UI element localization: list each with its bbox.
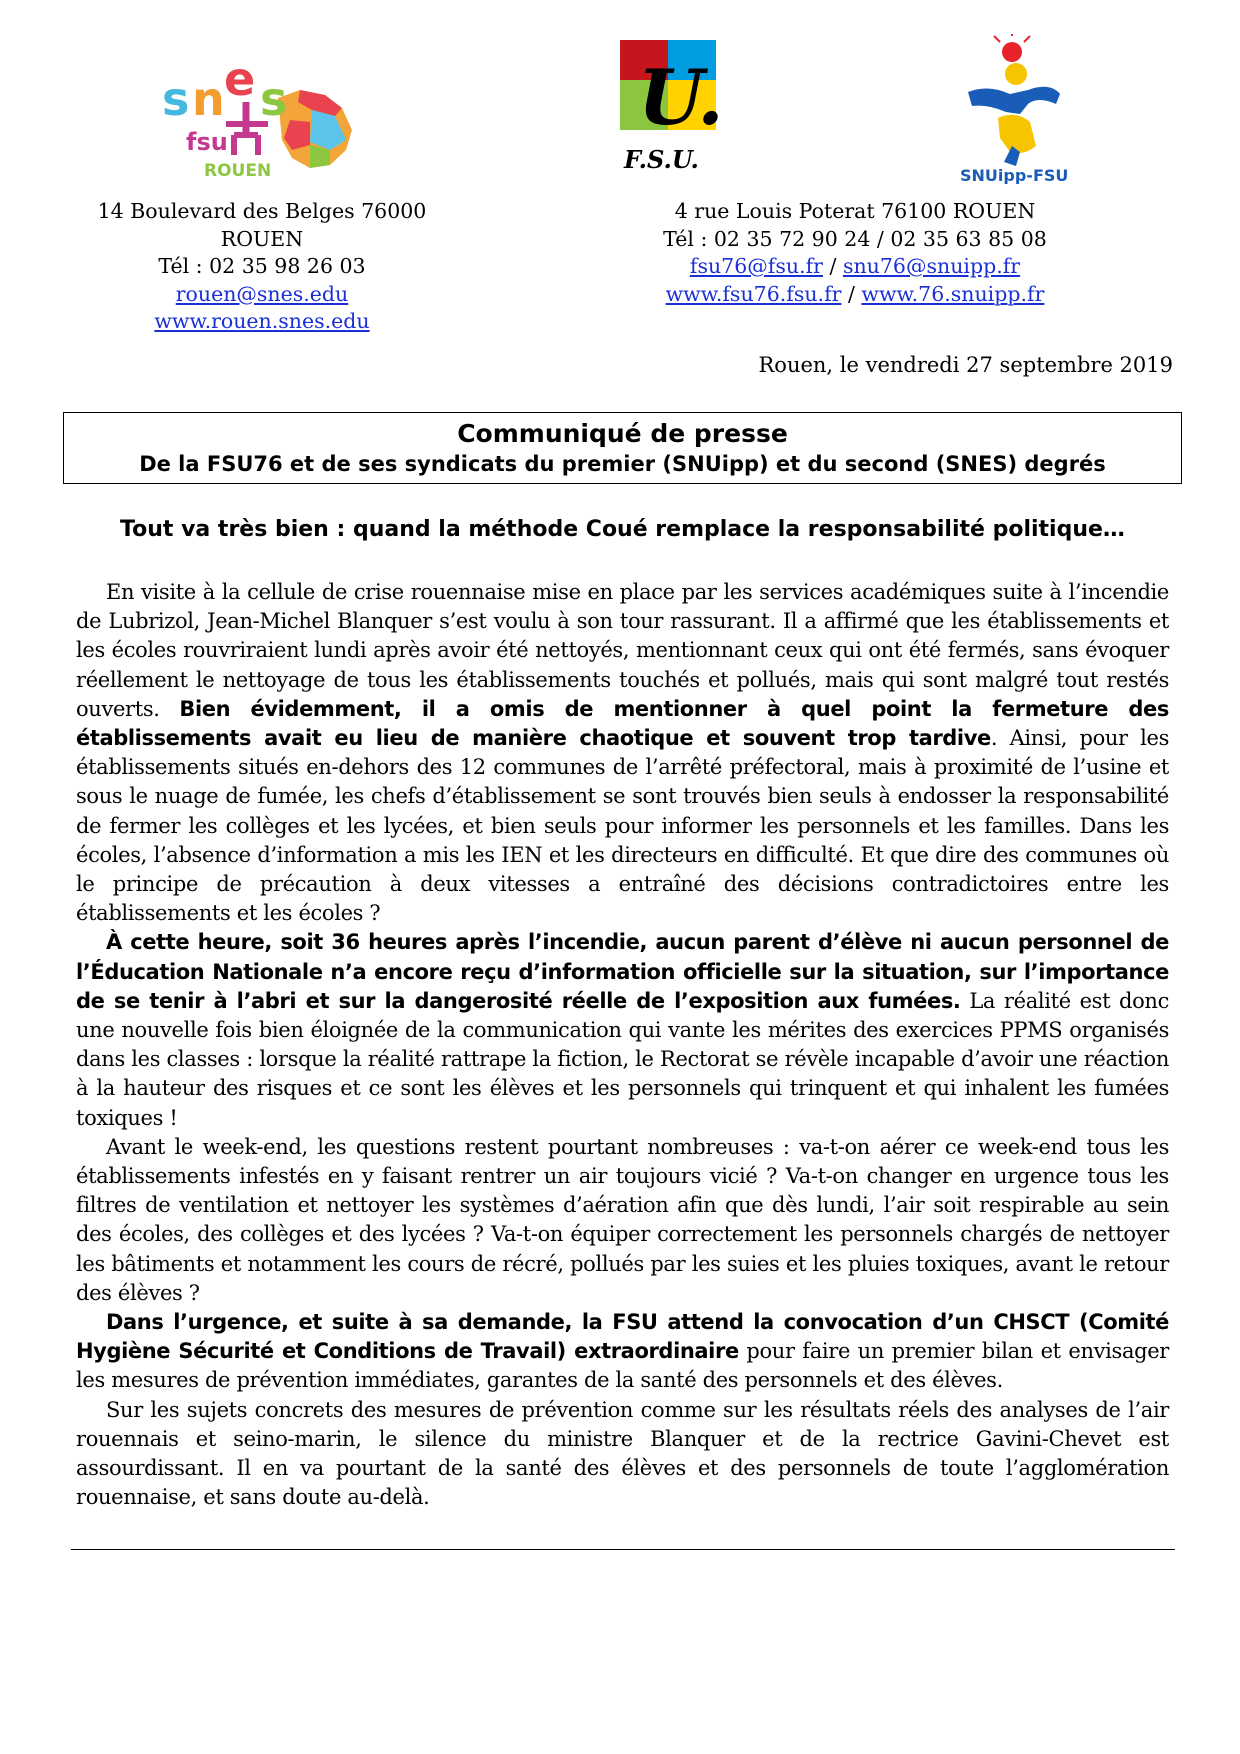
date-line: Rouen, le vendredi 27 septembre 2019 <box>758 353 1173 377</box>
headline: Tout va très bien : quand la méthode Coué remplace la responsabilité politique… <box>120 517 1125 542</box>
svg-text:s: s <box>260 72 288 126</box>
address-right: 4 rue Louis Poterat 76100 ROUEN <box>674 199 1036 223</box>
snuipp-fsu-logo <box>958 34 1088 184</box>
fsu-caption: F.S.U. <box>624 145 699 174</box>
snuipp-caption: SNUipp-FSU <box>960 166 1069 184</box>
paragraph-4: Dans l’urgence, et suite à sa demande, la FSU attend la convocation d’un CHSCT (Comité Hygiène Sécurité et Conditions de Travail) extraordinaire pour faire un premier bilan et envisager les mesures de prévention immédiates, garantes de la santé des personnels et des élèves. <box>76 1310 1169 1393</box>
svg-text:n: n <box>192 72 225 126</box>
svg-text:e: e <box>224 52 256 106</box>
press-release-box <box>63 412 1182 484</box>
snes-city-text: ROUEN <box>204 161 272 180</box>
contact-left <box>62 198 462 336</box>
phone-right: Tél : 02 35 72 90 24 / 02 35 63 85 08 <box>663 226 1047 251</box>
email-link-fsu76[interactable]: fsu76@fsu.fr <box>689 254 823 278</box>
website-link-fsu76[interactable]: www.fsu76.fsu.fr <box>665 281 842 306</box>
email-separator: / <box>823 254 843 278</box>
website-link-snuipp[interactable]: www.76.snuipp.fr <box>861 281 1045 306</box>
svg-text:U.: U. <box>638 53 724 142</box>
contact-right <box>640 198 1070 308</box>
email-link-snes[interactable]: rouen@snes.edu <box>175 281 349 306</box>
paragraph-2: À cette heure, soit 36 heures après l’incendie, aucun parent d’élève ni aucun personnel de l’Éducation Nationale n’a encore reçu d’information officielle sur la situation, sur l’importance de se tenir à l’abri et sur la dangerosité réelle de l’exposition aux fumées. La réalité est donc une nouvelle fois bien éloignée de la communication qui vante les mérites des exercices PPMS organisés dans les classes : lorsque la réalité rattrape la fiction, le Rectorat se révèle incapable d’avoir une réaction à la hauteur des risques et ce sont les élèves et les personnels qui trinquent et qui inhalent les fumées toxiques ! <box>76 930 1170 1130</box>
snes-rouen-logo <box>160 50 365 180</box>
website-link-snes[interactable]: www.rouen.snes.edu <box>154 309 370 333</box>
address-left: 14 Boulevard des Belges 76000 ROUEN <box>97 199 427 251</box>
email-link-snu76[interactable]: snu76@snuipp.fr <box>842 254 1021 278</box>
press-title: Communiqué de presse <box>457 419 788 448</box>
phone-left: Tél : 02 35 98 26 03 <box>158 254 366 278</box>
fsu-logo <box>616 38 726 176</box>
website-separator: / <box>841 281 862 306</box>
footer-divider <box>71 1549 1175 1550</box>
snes-text-s1: s <box>162 72 190 126</box>
paragraph-3: Avant le week-end, les questions restent pourtant nombreuses : va-t-on aérer ce week-end tous les établissements infestés en y faisant rentrer un air toujours vicié ? Va-t-on changer en urgence tous les filtres de ventilation et nettoyer les systèmes d’aération afin que dès lundi, l’air soit respirable au sein des écoles, des collèges et des lycées ? Va-t-on équiper correctement les personnels chargés de nettoyer les bâtiments et notamment les cours de récré, pollués par les suies et les pluies toxiques, avant le retour des élèves ? <box>76 1134 1169 1305</box>
snes-fsu-text: fsu <box>186 128 228 156</box>
press-subtitle: De la FSU76 et de ses syndicats du premier (SNUipp) et du second (SNES) degrés <box>139 452 1106 476</box>
article-body <box>76 578 1169 1513</box>
paragraph-1: En visite à la cellule de crise rouennaise mise en place par les services académiques suite à l’incendie de Lubrizol, Jean-Michel Blanquer s’est voulu à son tour rassurant. Il a affirmé que les établissements et les écoles rouvriraient lundi après avoir été nettoyés, mentionnant ceux qui ont été fermés, sans évoquer réellement le nettoyage de tous les établissements touchés et pollués, mais qui sont malgré tout restés ouverts. Bien évidemment, il a omis de mentionner à quel point la fermeture des établissements avait eu lieu de manière chaotique et souvent trop tardive. Ainsi, pour les établissements situés en-dehors des 12 communes de l’arrêté préfectoral, mais à proximité de l’usine et sous le nuage de fumée, les chefs d’établissement se sont trouvés bien seuls à endosser la responsabilité de fermer les collèges et les lycées, et bien seuls pour informer les personnels et les familles. Dans les écoles, l’absence d’information a mis les IEN et les directeurs en difficulté. Et que dire des communes où le principe de précaution à deux vitesses a entraîné des décisions contradictoires entre les établissements et les écoles ? <box>76 580 1169 926</box>
paragraph-5: Sur les sujets concrets des mesures de prévention comme sur les résultats réels des analyses de l’air rouennais et seino-marin, le silence du ministre Blanquer et de la rectrice Gavini-Chevet est assourdissant. Il en va pourtant de la santé des élèves et des personnels de toute l’agglomération rouennaise, et sans doute au-delà. <box>76 1397 1169 1510</box>
